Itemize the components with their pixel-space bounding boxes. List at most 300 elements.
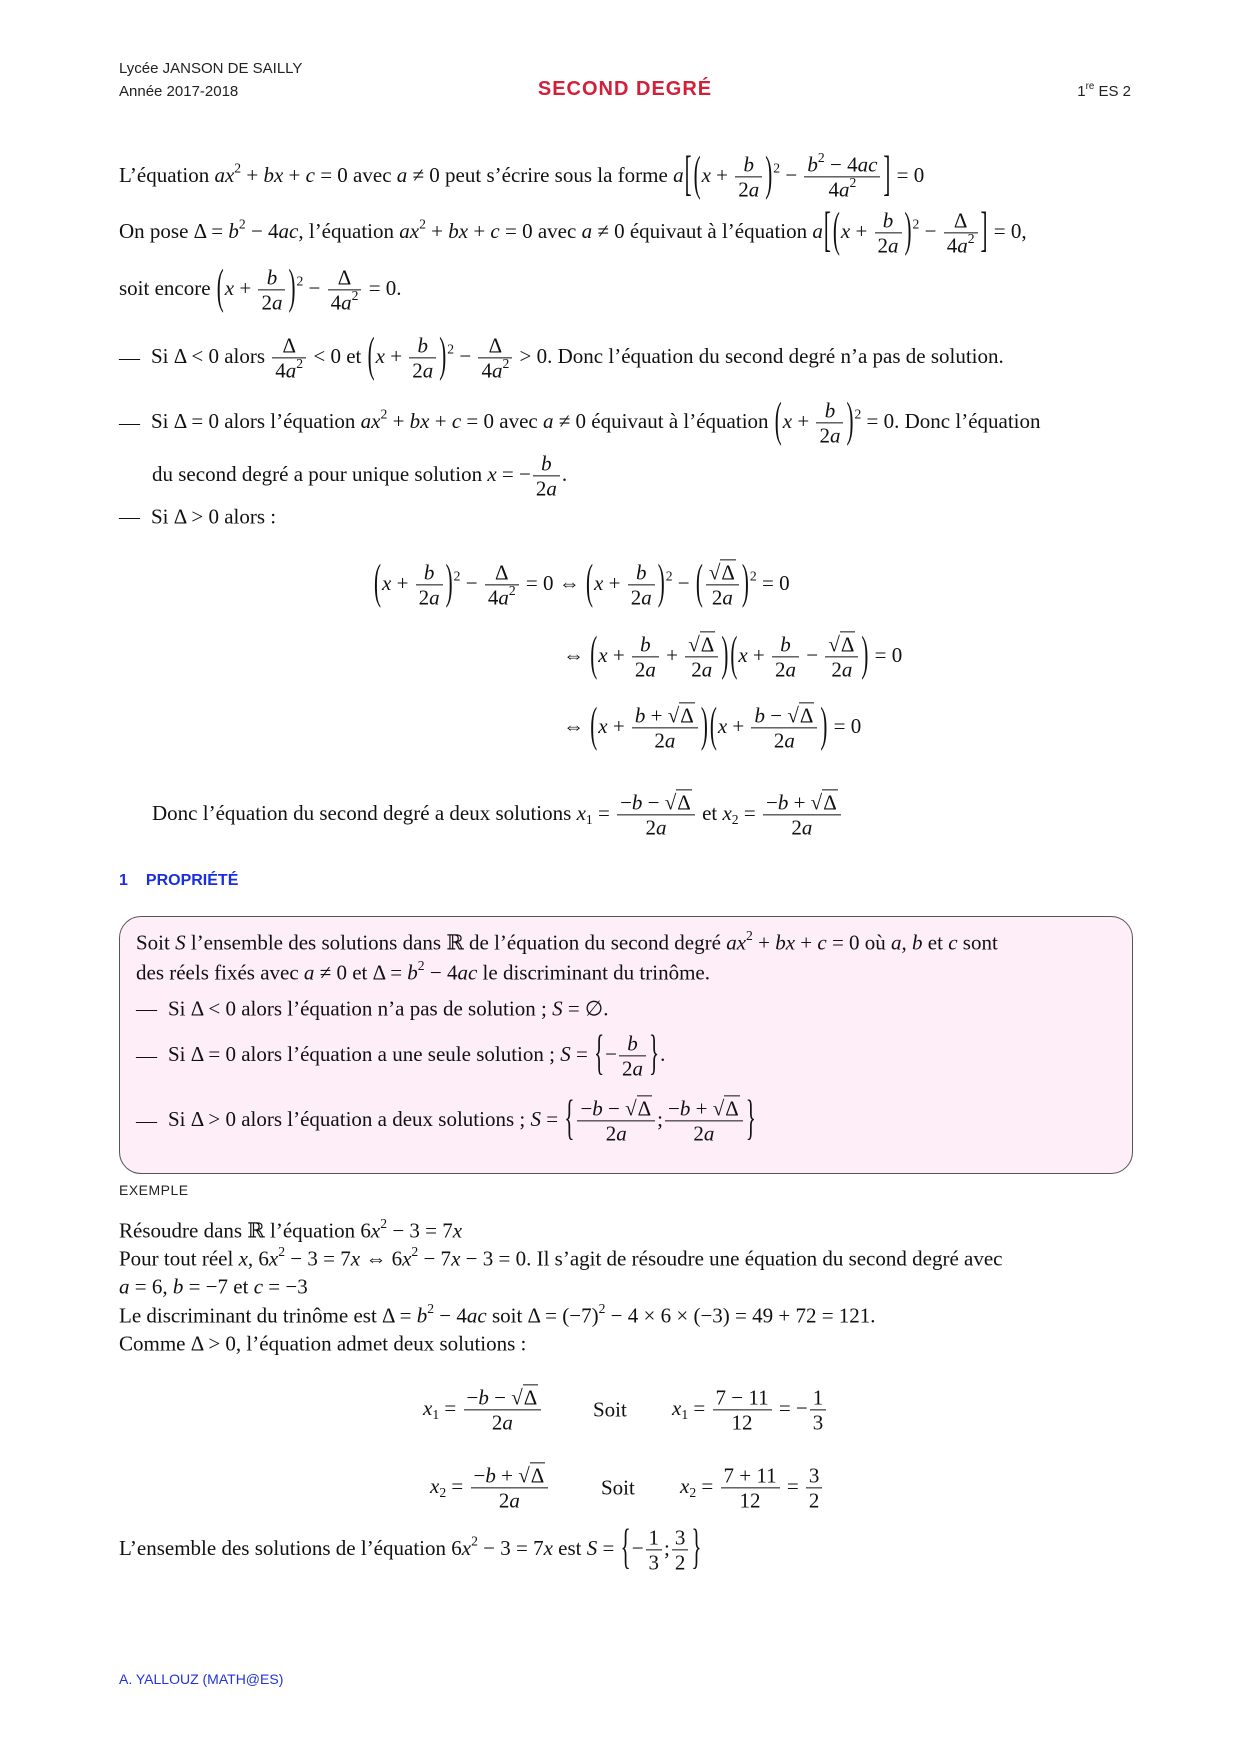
exponent: 2: [417, 957, 425, 973]
fraction: [632, 703, 698, 752]
text: = −3: [263, 1274, 308, 1299]
math-var: a: [502, 1410, 513, 1435]
denominator: [810, 1411, 827, 1435]
school-name: Lycée JANSON DE SAILLY: [119, 60, 303, 77]
math-var: a: [509, 1488, 520, 1513]
math-var: x: [738, 642, 748, 667]
text: L’équation: [119, 162, 215, 187]
numerator: [577, 1096, 655, 1121]
radicand: Δ: [725, 1096, 739, 1121]
exponent: 2: [508, 582, 516, 598]
exponent: 2: [817, 149, 825, 165]
text: −: [454, 343, 477, 368]
math-var: ac: [466, 1303, 487, 1328]
fraction: [713, 1385, 772, 1434]
text: Si Δ = 0 alors l’équation: [151, 408, 361, 433]
delimiter: ): [741, 554, 749, 610]
bullet-dash: —: [136, 996, 157, 1021]
exponent: 2: [380, 406, 388, 422]
text: 2: [831, 657, 842, 682]
text: soit encore: [119, 275, 216, 300]
delimiter: (: [216, 259, 224, 315]
intro-line-2: [119, 202, 1027, 258]
delimiter: (: [774, 392, 782, 448]
math-var: ac: [857, 152, 878, 177]
text: +: [795, 930, 818, 955]
math-var: b: [485, 1463, 496, 1488]
radicand: Δ: [530, 1463, 545, 1488]
math-var: x: [543, 1535, 553, 1560]
delimiter: {: [620, 1519, 631, 1575]
denominator: [464, 1411, 542, 1435]
numerator: [416, 560, 443, 585]
text: ≠ 0 équivaut à l’équation: [592, 218, 813, 243]
text: =: [446, 1473, 469, 1498]
text: 2: [498, 1488, 510, 1513]
math-var: b: [912, 930, 923, 955]
denominator: [533, 477, 560, 501]
math-var: x: [238, 1246, 248, 1271]
fraction: [804, 149, 880, 202]
delimiter: }: [691, 1519, 702, 1575]
denominator: [672, 1551, 689, 1575]
text: Δ: [495, 560, 509, 585]
math-var: S: [552, 996, 563, 1021]
text: 2: [808, 1488, 820, 1513]
math-var: bx: [775, 930, 796, 955]
bullet-dash: —: [136, 1043, 157, 1068]
math-var: b: [807, 152, 818, 177]
text: =: [781, 1473, 804, 1498]
math-var: x: [672, 1395, 682, 1420]
fraction: [617, 790, 695, 839]
numerator: [628, 560, 655, 585]
radicand: Δ: [840, 632, 855, 657]
delimiter: [: [684, 146, 692, 202]
math-var: x: [782, 408, 793, 433]
exponent: 2: [234, 160, 242, 176]
denominator: [646, 1551, 663, 1575]
numerator: [706, 560, 739, 585]
denominator: [763, 816, 841, 840]
math-var: b: [679, 1096, 691, 1121]
math-var: a: [748, 177, 760, 202]
math-var: b: [635, 560, 647, 585]
text: +: [660, 642, 684, 667]
text: +: [607, 713, 630, 738]
text: 3: [674, 1525, 686, 1550]
text: 2: [622, 1056, 633, 1081]
text: ;: [657, 1106, 664, 1131]
denominator: [665, 1122, 743, 1146]
math-var: a: [655, 815, 667, 840]
math-var: a: [119, 1274, 130, 1299]
text: du second degré a pour unique solution: [152, 461, 488, 486]
text: = 0 où: [826, 930, 892, 955]
text: +: [727, 713, 750, 738]
exponent: 2: [665, 568, 673, 584]
property-line-2: [136, 957, 710, 985]
denominator: [632, 729, 698, 753]
math-var: a: [396, 162, 408, 187]
text: +: [425, 218, 449, 243]
text: +: [690, 1096, 713, 1121]
property-case-negative: [168, 996, 608, 1021]
delimiter: (: [590, 626, 598, 682]
text: .: [660, 1041, 666, 1066]
sqrt: √Δ: [664, 790, 691, 815]
delimiter: ): [820, 697, 828, 753]
delimiter: {: [564, 1090, 575, 1146]
school-year: Année 2017-2018: [119, 83, 239, 100]
denominator: [272, 355, 306, 383]
text: est: [552, 1535, 587, 1560]
bullet-dash: —: [136, 1108, 157, 1133]
fraction: [619, 1031, 646, 1080]
text: =: [696, 1473, 719, 1498]
text: Si Δ > 0 alors :: [151, 504, 277, 529]
text: +: [645, 703, 668, 728]
text: +: [429, 408, 452, 433]
text: 4: [330, 290, 342, 315]
text: = −: [496, 461, 531, 486]
exponent: 2: [296, 273, 304, 289]
math-var: ax: [214, 162, 235, 187]
solution-set-line: [119, 1519, 702, 1575]
text: = 0,: [988, 218, 1027, 243]
text: sont: [957, 930, 998, 955]
text: +: [387, 408, 410, 433]
text: 7 − 11: [715, 1385, 769, 1410]
fraction: [944, 208, 978, 257]
math-var: x: [461, 1535, 472, 1560]
denominator: [416, 586, 443, 610]
math-var: bx: [263, 162, 284, 187]
text: 7 + 11: [723, 1463, 777, 1488]
text: le discriminant du trinôme.: [477, 960, 710, 985]
fraction: [328, 265, 362, 314]
math-var: x: [370, 1218, 381, 1243]
text: 2: [412, 358, 423, 383]
sqrt: √Δ: [828, 632, 855, 657]
math-var: x: [430, 1473, 440, 1498]
delimiter: ): [445, 554, 453, 610]
exponent: 2: [278, 1243, 286, 1259]
example-line-5: [119, 1331, 526, 1356]
text: 2: [418, 585, 430, 610]
delimiter: ]: [980, 202, 988, 258]
math-var: a: [429, 585, 440, 610]
text: = −7 et: [183, 1274, 254, 1299]
numerator: [735, 152, 762, 177]
text: +: [710, 162, 734, 187]
text: Δ: [282, 333, 296, 358]
text: Soit: [601, 1475, 635, 1500]
numerator: [272, 333, 306, 358]
numerator: [478, 333, 512, 358]
text: =: [688, 1395, 711, 1420]
fraction: [471, 1463, 549, 1512]
math-var: x: [722, 800, 732, 825]
fraction: [763, 790, 841, 839]
math-var: a: [271, 290, 283, 315]
math-var: ax: [399, 218, 420, 243]
property-case-positive: [168, 1090, 757, 1146]
text: ⇔ 6: [360, 1246, 403, 1271]
text: − 3 = 7: [477, 1535, 544, 1560]
text: Δ: [953, 208, 968, 233]
text: ≠ 0 peut s’écrire sous la forme: [407, 162, 674, 187]
sqrt: √Δ: [688, 632, 715, 657]
text: = 0: [828, 713, 862, 738]
text: Résoudre dans ℝ l’équation 6: [119, 1218, 371, 1243]
denominator: [713, 1411, 772, 1435]
math-var: a: [888, 233, 899, 258]
text: 3: [812, 1410, 824, 1435]
denominator: [685, 658, 718, 682]
class-label: [1077, 83, 1131, 100]
text: +: [747, 642, 770, 667]
fraction: [672, 1525, 689, 1574]
radicand: Δ: [700, 632, 715, 657]
text: − 4: [424, 960, 458, 985]
numerator: [632, 703, 698, 728]
denominator: [577, 1122, 655, 1146]
math-var: x: [717, 713, 728, 738]
x2-formula: [430, 1463, 550, 1512]
text: Le discriminant du trinôme est Δ =: [119, 1303, 417, 1328]
math-var: b: [228, 218, 239, 243]
delimiter: ): [721, 626, 729, 682]
text: 2: [711, 585, 723, 610]
text: − 4: [245, 218, 279, 243]
text: −: [602, 1096, 626, 1121]
math-var: a: [491, 358, 503, 383]
x1-value: [672, 1385, 828, 1434]
text: ⇔: [563, 713, 590, 738]
math-var: x: [598, 713, 608, 738]
exponent: 2: [447, 341, 455, 357]
subscript: 2: [439, 1484, 447, 1500]
math-var: a: [701, 657, 713, 682]
property-case-zero: [168, 1025, 666, 1081]
radicand: Δ: [799, 703, 814, 728]
text: − 3 = 7: [387, 1218, 453, 1243]
math-var: a: [285, 358, 297, 383]
subscript: 2: [731, 811, 739, 827]
text: Si Δ = 0 alors l’équation a une seule solution ;: [168, 1041, 561, 1066]
text: −: [668, 1096, 680, 1121]
text: Pour tout réel: [119, 1246, 239, 1271]
text: Δ: [488, 333, 503, 358]
text: soit Δ = (−7): [486, 1303, 599, 1328]
text: 4: [481, 358, 492, 383]
denominator: [485, 582, 519, 610]
example-label: EXEMPLE: [119, 1182, 189, 1198]
math-var: c: [817, 930, 827, 955]
subscript: 1: [432, 1406, 440, 1422]
math-var: x: [701, 162, 711, 187]
text: Si Δ < 0 alors l’équation n’a pas de solution ;: [168, 996, 553, 1021]
math-var: x: [350, 1246, 361, 1271]
text: ;: [664, 1535, 670, 1560]
text: 1: [648, 1525, 660, 1550]
example-line-1: [119, 1215, 463, 1243]
page-title: SECOND DEGRÉ: [537, 78, 713, 100]
fraction: [825, 632, 858, 681]
text: −: [488, 1385, 512, 1410]
delimiter: (: [709, 697, 717, 753]
sqrt: √Δ: [518, 1463, 545, 1488]
math-var: x: [680, 1473, 690, 1498]
math-var: S: [530, 1106, 541, 1131]
fraction: [272, 333, 306, 382]
fraction: [533, 451, 560, 500]
text: 2: [491, 1410, 503, 1435]
numerator: [816, 398, 843, 423]
text: =: [541, 1106, 564, 1131]
text: 3: [648, 1550, 660, 1575]
numerator: [772, 632, 799, 657]
derivation-row-3: [563, 697, 862, 753]
numerator: [810, 1385, 827, 1410]
numerator: [685, 632, 718, 657]
text: +: [603, 570, 626, 595]
text: −: [605, 1041, 617, 1066]
numerator: [944, 208, 978, 233]
text: = 0 ⇔: [520, 570, 586, 595]
fraction: [628, 560, 655, 609]
text: l’ensemble des solutions dans ℝ de l’équation du second degré: [185, 930, 727, 955]
math-var: x: [594, 570, 604, 595]
math-var: b: [266, 265, 278, 290]
text: 1: [812, 1385, 824, 1410]
delimiter: (: [586, 554, 594, 610]
delimiter: ): [765, 146, 773, 202]
text: 2: [791, 815, 802, 840]
text: = −: [773, 1395, 808, 1420]
delimiter: (: [730, 626, 738, 682]
class-sup: re: [1085, 81, 1095, 93]
class-rest: ES 2: [1094, 83, 1131, 100]
derivation-row-1: [373, 554, 790, 610]
math-var: a: [641, 585, 652, 610]
math-var: ax: [726, 930, 747, 955]
math-var: b: [824, 398, 836, 423]
sqrt: √Δ: [625, 1096, 652, 1121]
text: −: [642, 790, 665, 815]
math-var: b: [592, 1096, 603, 1121]
text: = ∅.: [562, 996, 609, 1021]
text: Donc l’équation du second degré a deux solutions: [152, 800, 577, 825]
case-zero-cont: [152, 451, 567, 500]
math-var: x: [840, 218, 851, 243]
fraction: [464, 1385, 542, 1434]
radicand: Δ: [680, 703, 694, 728]
math-var: ac: [278, 218, 299, 243]
text: +: [384, 343, 408, 368]
fraction: [577, 1096, 655, 1145]
math-var: b: [417, 333, 429, 358]
math-var: ax: [360, 408, 381, 433]
denominator: [806, 1489, 823, 1513]
intro-line-1: [119, 146, 925, 202]
denominator: [825, 658, 858, 682]
numerator: [533, 451, 560, 476]
fraction: [685, 632, 718, 681]
math-var: bx: [448, 218, 469, 243]
exponent: 2: [854, 406, 862, 422]
math-var: c: [305, 162, 315, 187]
exponent: 2: [296, 355, 304, 371]
delimiter: (: [590, 697, 598, 753]
math-var: b: [478, 1385, 489, 1410]
radicand: Δ: [677, 790, 691, 815]
text: +: [391, 570, 414, 595]
fraction: [258, 265, 285, 314]
text: 3: [808, 1463, 820, 1488]
math-var: b: [780, 632, 791, 657]
numerator: [617, 790, 695, 815]
text: −: [764, 703, 788, 728]
numerator: [806, 1463, 823, 1488]
text: 2: [738, 177, 749, 202]
numerator: [464, 1385, 542, 1410]
text: = 6,: [129, 1274, 173, 1299]
delimiter: ): [846, 392, 854, 448]
delimiter: ): [904, 202, 912, 258]
exponent: 2: [380, 1215, 388, 1231]
math-var: a: [673, 162, 684, 187]
x1-soit: [593, 1397, 627, 1422]
text: −: [580, 1096, 593, 1121]
math-var: a: [616, 1121, 627, 1146]
math-var: b: [634, 703, 646, 728]
text: Δ: [337, 265, 352, 290]
text: +: [752, 930, 776, 955]
text: − 4: [434, 1303, 467, 1328]
fraction: [735, 152, 762, 201]
fraction: [806, 1463, 823, 1512]
subscript: 1: [585, 811, 593, 827]
text: +: [792, 408, 815, 433]
fraction: [875, 208, 902, 257]
math-var: a: [341, 290, 352, 315]
math-var: b: [777, 790, 789, 815]
x1-formula: [423, 1385, 543, 1434]
fraction: [416, 560, 443, 609]
fraction: [706, 560, 739, 609]
math-var: a: [838, 177, 850, 202]
text: 2: [535, 476, 547, 501]
math-var: a: [546, 476, 557, 501]
fraction: [409, 333, 436, 382]
exponent: 2: [773, 160, 781, 176]
text: −: [672, 570, 695, 595]
numerator: [646, 1525, 663, 1550]
numerator: [672, 1525, 689, 1550]
numerator: [328, 265, 362, 290]
numerator: [875, 208, 902, 233]
math-var: a: [632, 1056, 643, 1081]
text: 2: [877, 233, 889, 258]
numerator: [721, 1463, 780, 1488]
text: +: [850, 218, 873, 243]
denominator: [409, 359, 436, 383]
math-var: b: [882, 208, 894, 233]
text: Si Δ > 0 alors l’équation a deux solutions ;: [168, 1106, 531, 1131]
math-var: c: [253, 1274, 264, 1299]
